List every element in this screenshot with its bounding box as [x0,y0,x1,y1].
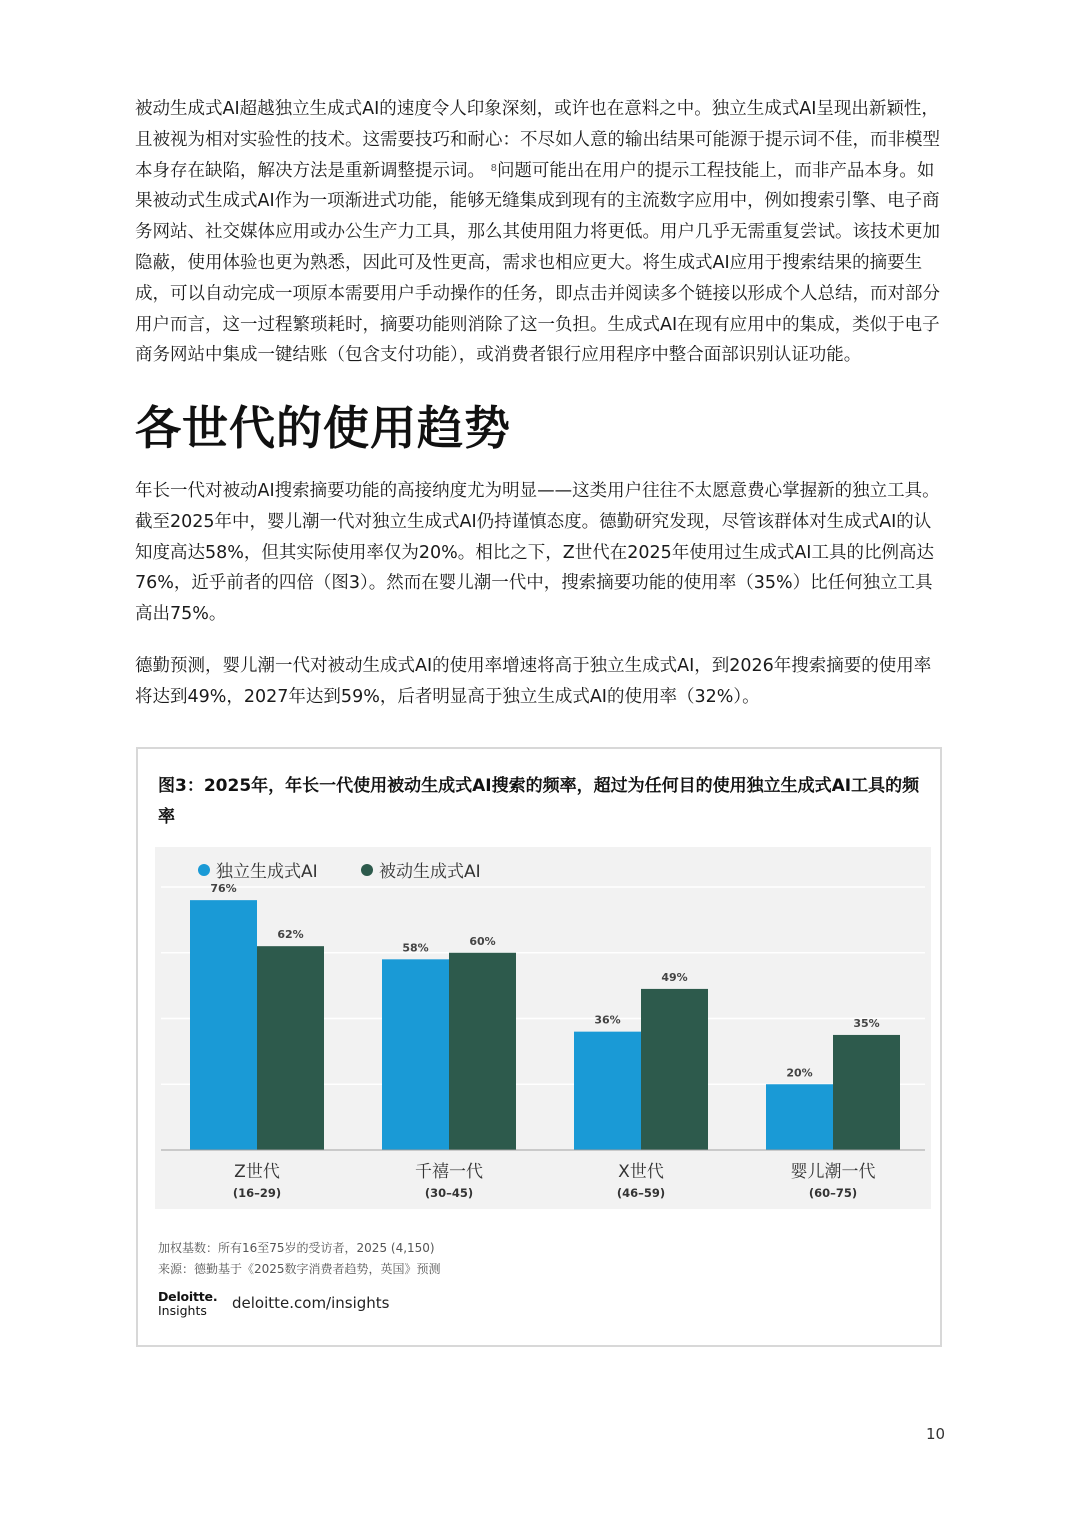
logo-line-insights: Insights [158,1303,207,1318]
bar-standalone [190,900,257,1150]
category-label: 婴儿潮一代 [790,1162,876,1182]
intro-text-segment: 问题可能出在用户的提示工程技能上，而非产品本身。如果被动式生成式AI作为一项渐进式功能，能够无缝集成到现有的主流数字应用中，例如搜索引擎、电子商务网站、社交媒体应用或办公生产力工具，那么其使用阻力将更低。用户几乎无需重复尝试。该技术更加隐蔽，使用体验也更为熟悉，因此可及性更高，需求也相应更大。将生成式AI应用于搜索结果的摘要生成，可以自动完成一项原本需要用户手动操作的任务，即点击并阅读多个链接以形成个人总结，而对部分用户而言，这一过程繁琐耗时，摘要功能则消除了这一负担。生成式AI在现有应用中的集成，类似于电子商务网站中集成一键结账（包含支付功能），或消费者银行应用程序中整合面部识别认证功能。 [135,160,940,366]
figure-title: 图3：2025年，年长一代使用被动生成式AI搜索的频率，超过为任何目的使用独立生成式AI工具的频率 [158,776,920,827]
legend-label-passive: 被动生成式AI [379,862,481,882]
data-label: 62% [277,928,304,942]
bar-standalone [766,1084,833,1150]
category-label: X世代 [618,1162,664,1182]
source-note: 来源：德勤基于《2025数字消费者趋势，英国》预测 [158,1262,441,1276]
data-label: 36% [594,1013,621,1027]
forecast-paragraph: 德勤预测，婴儿潮一代对被动生成式AI的使用率增速将高于独立生成式AI，到2026年搜索摘要的使用率将达到49%，2027年达到59%，后者明显高于独立生成式AI的使用率（32%）。 [135,656,932,707]
legend-label-standalone: 独立生成式AI [216,862,318,882]
bar-standalone [382,959,449,1150]
logo-line-deloitte: Deloitte. [158,1289,218,1304]
data-label: 58% [402,941,429,955]
bar-chart-panel [155,847,931,1209]
deloitte-insights-logo [158,1290,217,1318]
weighted-base-note: 加权基数：所有16至75岁的受访者，2025 (4,150) [158,1241,435,1255]
page-number: 10 [926,1425,946,1443]
bar-passive [449,953,516,1150]
category-label: 千禧一代 [415,1162,483,1182]
figure-3 [136,747,942,1347]
bar-passive [833,1035,900,1150]
generation-trends-paragraph: 年长一代对被动AI搜索摘要功能的高接纳度尤为明显——这类用户往往不太愿意费心掌握新的独立工具。截至2025年中，婴儿潮一代对独立生成式AI仍持谨慎态度。德勤研究发现，尽管该群体对生成式AI的认知度高达58%，但其实际使用率仅为20%。相比之下，Z世代在2025年使用过生成式AI工具的比例高达76%，近乎前者的四倍（图3）。然而在婴儿潮一代中，搜索摘要功能的使用率（35%）比任何独立工具高出75%。 [135,481,940,625]
data-label: 60% [469,934,496,948]
category-age-range: (16–29) [232,1186,282,1200]
bar-standalone [574,1032,641,1150]
data-label: 76% [210,882,237,896]
category-age-range: (46–59) [616,1186,666,1200]
data-label: 20% [786,1066,813,1080]
category-age-range: (60–75) [808,1186,858,1200]
data-label: 49% [661,970,688,984]
intro-paragraph [135,94,947,371]
category-label: Z世代 [234,1162,280,1182]
bar-chart [155,847,931,1209]
footnote-marker: 8 [490,162,497,174]
bar-passive [257,946,324,1150]
category-age-range: (30–45) [424,1186,474,1200]
deloitte-insights-link[interactable]: deloitte.com/insights [232,1294,390,1312]
data-label: 35% [853,1016,880,1030]
section-heading: 各世代的使用趋势 [135,401,511,455]
bar-passive [641,989,708,1150]
intro-text-segment: 被动生成式AI超越独立生成式AI的速度令人印象深刻，或许也在意料之中。独立生成式AI呈现出新颖性，且被视为相对实验性的技术。这需要技巧和耐心：不尽如人意的输出结果可能源于提示词不佳，而非模型本身存在缺陷，解决方法是重新调整提示词。 [135,99,940,181]
